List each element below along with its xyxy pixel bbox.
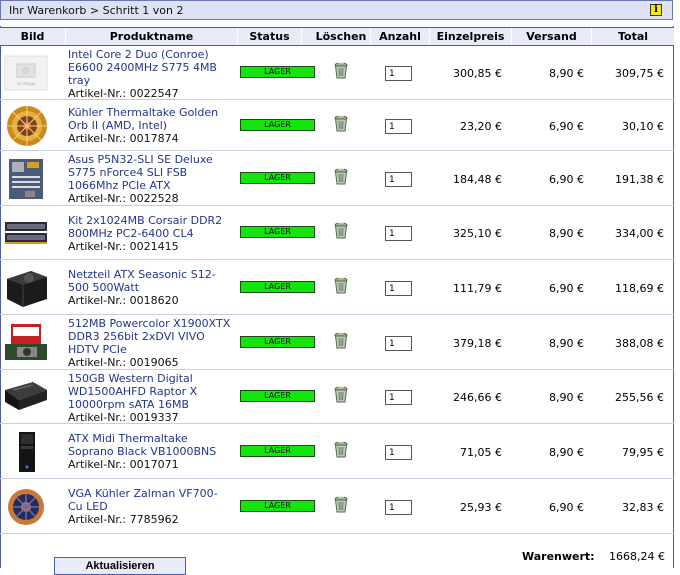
article-number: Artikel-Nr.: 0021415	[68, 240, 179, 253]
shipping-cost: 6,90 €	[549, 120, 584, 133]
unit-price: 111,79 €	[453, 282, 502, 295]
col-header-status: Status	[238, 28, 302, 45]
shipping-cost: 8,90 €	[549, 391, 584, 404]
product-thumbnail[interactable]	[3, 158, 49, 200]
col-header-total: Total	[617, 30, 649, 43]
stock-status-badge: LAGER	[240, 445, 315, 457]
trash-icon[interactable]	[333, 62, 349, 79]
product-name-line: Netzteil ATX Seasonic S12-	[68, 268, 216, 281]
quantity-input[interactable]	[385, 119, 412, 134]
col-header-product: Produktname	[66, 28, 238, 45]
product-name-line: Intel Core 2 Duo (Conroe)	[68, 48, 209, 61]
col-header-unit-price: Einzelpreis	[430, 28, 512, 45]
stock-status-badge: LAGER	[240, 500, 315, 512]
info-icon[interactable]: i	[650, 4, 662, 16]
trash-icon[interactable]	[333, 332, 349, 349]
svg-text:no image: no image	[16, 81, 36, 86]
cart-row	[0, 206, 674, 260]
quantity-input[interactable]	[385, 66, 412, 81]
shipping-cost: 6,90 €	[549, 173, 584, 186]
article-number: Artikel-Nr.: 0018620	[68, 294, 179, 307]
product-name-line: Kit 2x1024MB Corsair DDR2	[68, 214, 223, 227]
product-name-line: VGA Kühler Zalman VF700-	[68, 487, 218, 500]
col-header-delete: Löschen	[312, 28, 371, 45]
cart-row	[0, 260, 674, 315]
product-name-line: S775 nForce4 SLI FSB	[68, 166, 188, 179]
stock-status-badge: LAGER	[240, 390, 315, 402]
quantity-input[interactable]	[385, 226, 412, 241]
product-name-line: DDR3 256bit 2xDVI VIVO	[68, 330, 205, 343]
breadcrumb: Ihr Warenkorb > Schritt 1 von 2	[9, 4, 184, 17]
update-button[interactable]: Aktualisieren	[54, 557, 186, 575]
stock-status-badge: LAGER	[240, 281, 315, 293]
cart-row	[0, 479, 674, 534]
row-total: 334,00 €	[615, 227, 664, 240]
product-name[interactable]	[68, 48, 240, 100]
cart-row	[0, 424, 674, 479]
product-name[interactable]	[68, 432, 240, 471]
quantity-input[interactable]	[385, 390, 412, 405]
row-total: 255,56 €	[615, 391, 664, 404]
cart-row	[0, 100, 674, 151]
stock-status-badge: LAGER	[240, 119, 315, 131]
unit-price: 300,85 €	[453, 67, 502, 80]
row-total: 309,75 €	[615, 67, 664, 80]
product-name-line: 512MB Powercolor X1900XTX	[68, 317, 231, 330]
stock-status-badge: LAGER	[240, 66, 315, 78]
unit-price: 23,20 €	[460, 120, 502, 133]
trash-icon[interactable]	[333, 441, 349, 458]
quantity-input[interactable]	[385, 281, 412, 296]
product-name-line: 150GB Western Digital	[68, 372, 193, 385]
trash-icon[interactable]	[333, 115, 349, 132]
product-thumbnail[interactable]	[3, 212, 49, 254]
row-total: 118,69 €	[615, 282, 664, 295]
article-number: Artikel-Nr.: 0019337	[68, 411, 179, 424]
cart-row	[0, 151, 674, 206]
unit-price: 325,10 €	[453, 227, 502, 240]
shipping-cost: 6,90 €	[549, 501, 584, 514]
quantity-input[interactable]	[385, 336, 412, 351]
quantity-input[interactable]	[385, 445, 412, 460]
row-total: 388,08 €	[615, 337, 664, 350]
article-number: Artikel-Nr.: 7785962	[68, 513, 179, 526]
unit-price: 71,05 €	[460, 446, 502, 459]
quantity-input[interactable]	[385, 500, 412, 515]
breadcrumb-bar	[0, 0, 673, 20]
product-name[interactable]	[68, 214, 240, 253]
table-header	[0, 27, 674, 46]
product-name-line: HDTV PCIe	[68, 343, 127, 356]
col-header-shipping: Versand	[512, 28, 592, 45]
row-total: 79,95 €	[622, 446, 664, 459]
product-name-line: WD1500AHFD Raptor X	[68, 385, 198, 398]
trash-icon[interactable]	[333, 222, 349, 239]
unit-price: 379,18 €	[453, 337, 502, 350]
product-name[interactable]	[68, 487, 240, 526]
trash-icon[interactable]	[333, 168, 349, 185]
product-name[interactable]	[68, 153, 240, 205]
product-name-line: E6600 2400MHz S775 4MB	[68, 61, 217, 74]
product-name-line: 800MHz PC2-6400 CL4	[68, 227, 194, 240]
article-number: Artikel-Nr.: 0019065	[68, 356, 179, 369]
shipping-cost: 8,90 €	[549, 337, 584, 350]
product-name-line: Cu LED	[68, 500, 108, 513]
product-name-line: Orb II (AMD, Intel)	[68, 119, 168, 132]
product-thumbnail[interactable]	[3, 486, 49, 528]
product-name-line: Asus P5N32-SLI SE Deluxe	[68, 153, 213, 166]
product-name-line: tray	[68, 74, 91, 87]
product-name-line: 10000rpm sATA 16MB	[68, 398, 190, 411]
unit-price: 25,93 €	[460, 501, 502, 514]
shipping-cost: 6,90 €	[549, 282, 584, 295]
product-name-line: Soprano Black VB1000BNS	[68, 445, 217, 458]
article-number: Artikel-Nr.: 0022547	[68, 87, 179, 100]
col-header-image: Bild	[0, 28, 66, 45]
order-value: 1668,24 €	[609, 550, 665, 563]
row-total: 32,83 €	[622, 501, 664, 514]
cart-row	[0, 46, 674, 100]
product-name-line: Kühler Thermaltake Golden	[68, 106, 219, 119]
product-thumbnail[interactable]	[3, 431, 49, 473]
product-thumbnail[interactable]	[3, 105, 49, 147]
row-total: 30,10 €	[622, 120, 664, 133]
unit-price: 184,48 €	[453, 173, 502, 186]
col-header-quantity: Anzahl	[371, 28, 430, 45]
trash-icon[interactable]	[333, 277, 349, 294]
article-number: Artikel-Nr.: 0022528	[68, 192, 179, 205]
stock-status-badge: LAGER	[240, 226, 315, 238]
trash-icon[interactable]	[333, 386, 349, 403]
product-name-line: 1066Mhz PCIe ATX	[68, 179, 171, 192]
product-thumbnail[interactable]	[3, 267, 49, 309]
product-name-line: ATX Midi Thermaltake	[68, 432, 188, 445]
shipping-cost: 8,90 €	[549, 227, 584, 240]
product-name[interactable]	[68, 106, 240, 145]
product-thumbnail[interactable]	[3, 376, 49, 418]
stock-status-badge: LAGER	[240, 172, 315, 184]
row-total: 191,38 €	[615, 173, 664, 186]
product-thumbnail[interactable]	[3, 322, 49, 364]
product-name-line: 500 500Watt	[68, 281, 140, 294]
quantity-input[interactable]	[385, 172, 412, 187]
cart-row	[0, 370, 674, 424]
order-value-label: Warenwert:	[522, 550, 595, 563]
unit-price: 246,66 €	[453, 391, 502, 404]
product-name[interactable]	[68, 268, 240, 307]
article-number: Artikel-Nr.: 0017874	[68, 132, 179, 145]
trash-icon[interactable]	[333, 496, 349, 513]
shipping-cost: 8,90 €	[549, 446, 584, 459]
product-thumbnail[interactable]	[3, 52, 49, 94]
article-number: Artikel-Nr.: 0017071	[68, 458, 179, 471]
product-name[interactable]	[68, 372, 240, 424]
shipping-cost: 8,90 €	[549, 67, 584, 80]
product-name[interactable]	[68, 317, 240, 369]
cart-row	[0, 315, 674, 370]
stock-status-badge: LAGER	[240, 336, 315, 348]
